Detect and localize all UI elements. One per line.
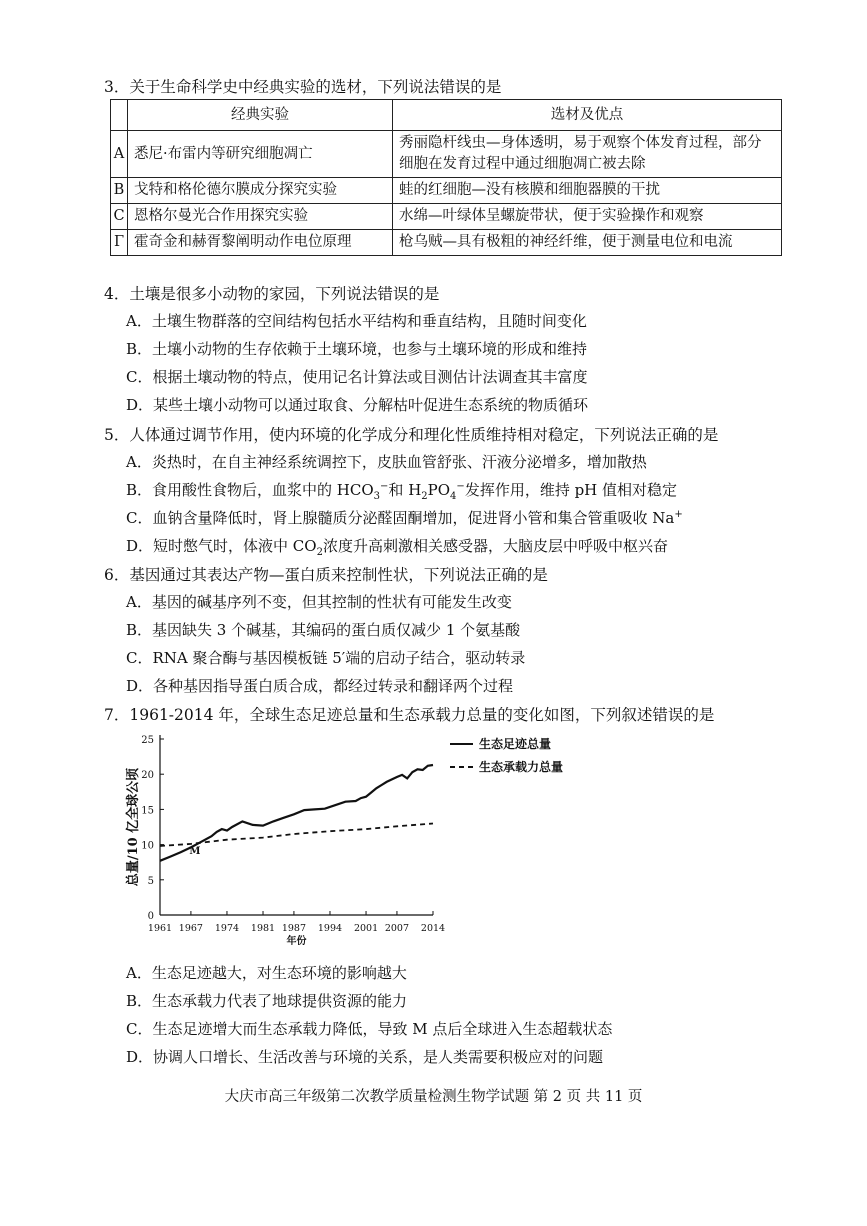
q6-option-d: D．各种基因指导蛋白质合成，都经过转录和翻译两个过程 [126, 677, 514, 695]
q5-d-text-1: D．短时憋气时，体液中 CO [126, 537, 317, 555]
q7-option-a: A．生态足迹越大，对生态环境的影响越大 [126, 964, 407, 982]
q5-d-text-2: 浓度升高刺激相关感受器，大脑皮层中呼吸中枢兴奋 [322, 537, 668, 555]
q7-option-c: C．生态足迹增大而生态承载力降低，导致 M 点后全球进入生态超载状态 [126, 1020, 613, 1038]
experiment-table [110, 99, 782, 256]
row-material: 水绵—叶绿体呈螺旋带状，便于实验操作和观察 [393, 204, 782, 230]
x-tick-label: 1967 [178, 923, 203, 934]
row-material: 秀丽隐杆线虫—身体透明，易于观察个体发育过程，部分细胞在发育过程中通过细胞凋亡被去除 [393, 131, 782, 178]
q5-option-c [126, 507, 683, 528]
question-7-title: 7．1961-2014 年，全球生态足迹总量和生态承载力总量的变化如图，下列叙述错误的是 [104, 706, 715, 724]
x-tick-label: 1981 [250, 923, 276, 934]
q6-option-c: C．RNA 聚合酶与基因模板链 5′端的启动子结合，驱动转录 [126, 649, 526, 667]
table-header-experiment: 经典实验 [128, 100, 393, 131]
q4-option-b: B．土壤小动物的生存依赖于土壤环境，也参与土壤环境的形成和维持 [126, 340, 588, 358]
table-row [111, 204, 782, 230]
y-tick-label: 15 [141, 805, 154, 817]
q5-b-sup-minus-2: − [456, 481, 465, 492]
table-row [111, 230, 782, 256]
x-tick-label: 1987 [281, 923, 307, 934]
y-tick-label: 0 [147, 911, 154, 922]
table-row [111, 178, 782, 204]
x-tick-label: 2007 [384, 923, 410, 934]
question-3-title: 3．关于生命科学史中经典实验的选材，下列说法错误的是 [104, 78, 502, 96]
row-letter: B [111, 178, 128, 204]
x-tick-label: 1994 [317, 923, 343, 934]
question-6-title: 6．基因通过其表达产物—蛋白质来控制性状，下列说法正确的是 [104, 566, 548, 584]
page-footer: 大庆市高三年级第二次教学质量检测生物学试题 第 2 页 共 11 页 [224, 1089, 643, 1105]
row-material: 枪乌贼—具有极粗的神经纤维，便于测量电位和电流 [393, 230, 782, 256]
q5-c-sup: + [674, 509, 683, 520]
q7-option-d: D．协调人口增长、生活改善与环境的关系，是人类需要积极应对的问题 [126, 1048, 604, 1066]
series-line-1 [160, 765, 433, 861]
q5-b-sub-3: 3 [373, 491, 381, 502]
q6-option-b: B．基因缺失 3 个碱基，其编码的蛋白质仅减少 1 个氨基酸 [126, 621, 521, 639]
question-4-title: 4．土壤是很多小动物的家园，下列说法错误的是 [104, 285, 440, 303]
table-row [111, 131, 782, 178]
footprint-chart [128, 727, 588, 957]
q5-option-a: A．炎热时，在自主神经系统调控下，皮肤血管舒张、汗液分泌增多，增加散热 [126, 453, 647, 471]
y-tick-label: 10 [141, 840, 154, 852]
q5-b-text-1: B．食用酸性食物后，血浆中的 HCO [126, 481, 374, 499]
x-tick-label: 2001 [353, 923, 379, 934]
q4-option-a: A．土壤生物群落的空间结构包括水平结构和垂直结构，且随时间变化 [126, 312, 587, 330]
q5-b-sub-2: 2 [421, 491, 428, 502]
legend-label: 生态承载力总量 [479, 760, 564, 774]
table-header-row [111, 100, 782, 131]
row-letter: A [111, 131, 128, 178]
x-tick-label: 2014 [420, 923, 446, 934]
y-tick-label: 25 [141, 735, 154, 746]
row-experiment: 戈特和格伦德尔膜成分探究实验 [128, 178, 393, 204]
q5-b-sub-4: 4 [450, 491, 457, 502]
y-tick-label: 5 [147, 875, 154, 887]
row-material: 蛙的红细胞—没有核膜和细胞器膜的干扰 [393, 178, 782, 204]
row-letter: C [111, 204, 128, 230]
x-tick-label: 1961 [147, 923, 173, 934]
table-header-blank [111, 100, 128, 131]
legend-label: 生态足迹总量 [479, 737, 552, 751]
row-letter: Γ [111, 230, 128, 256]
x-axis-label: 年份 [286, 936, 307, 947]
q7-option-b: B．生态承载力代表了地球提供资源的能力 [126, 992, 408, 1010]
q4-option-d: D．某些土壤小动物可以通过取食、分解枯叶促进生态系统的物质循环 [126, 396, 589, 414]
q5-c-text: C．血钠含量降低时，肾上腺髓质分泌醛固酮增加，促进肾小管和集合管重吸收 Na [126, 509, 675, 527]
q5-d-sub: 2 [316, 547, 323, 558]
point-m-label: M [189, 845, 201, 857]
row-experiment: 悉尼·布雷内等研究细胞凋亡 [128, 131, 393, 178]
x-tick-label: 1974 [214, 923, 240, 934]
row-experiment: 霍奇金和赫胥黎阐明动作电位原理 [128, 230, 393, 256]
q6-option-a: A．基因的碱基序列不变，但其控制的性状有可能发生改变 [126, 593, 512, 611]
table-header-material: 选材及优点 [393, 100, 782, 131]
q5-b-text-3: PO [427, 481, 451, 499]
q5-b-text-4: 发挥作用，维持 pH 值相对稳定 [464, 481, 678, 499]
chart-svg [128, 727, 588, 957]
q5-b-text-2: 和 H [388, 481, 422, 499]
q5-option-d [126, 535, 668, 558]
question-5-title: 5．人体通过调节作用，使内环境的化学成分和理化性质维持相对稳定，下列说法正确的是 [104, 426, 719, 444]
q5-option-b [126, 479, 677, 502]
q5-b-sup-minus-1: − [380, 481, 389, 492]
y-axis-label: 总量/10 亿全球公顷 [126, 767, 141, 887]
q4-option-c: C．根据土壤动物的特点，使用记名计算法或目测估计法调查其丰富度 [126, 368, 588, 386]
row-experiment: 恩格尔曼光合作用探究实验 [128, 204, 393, 230]
y-tick-label: 20 [141, 770, 154, 782]
